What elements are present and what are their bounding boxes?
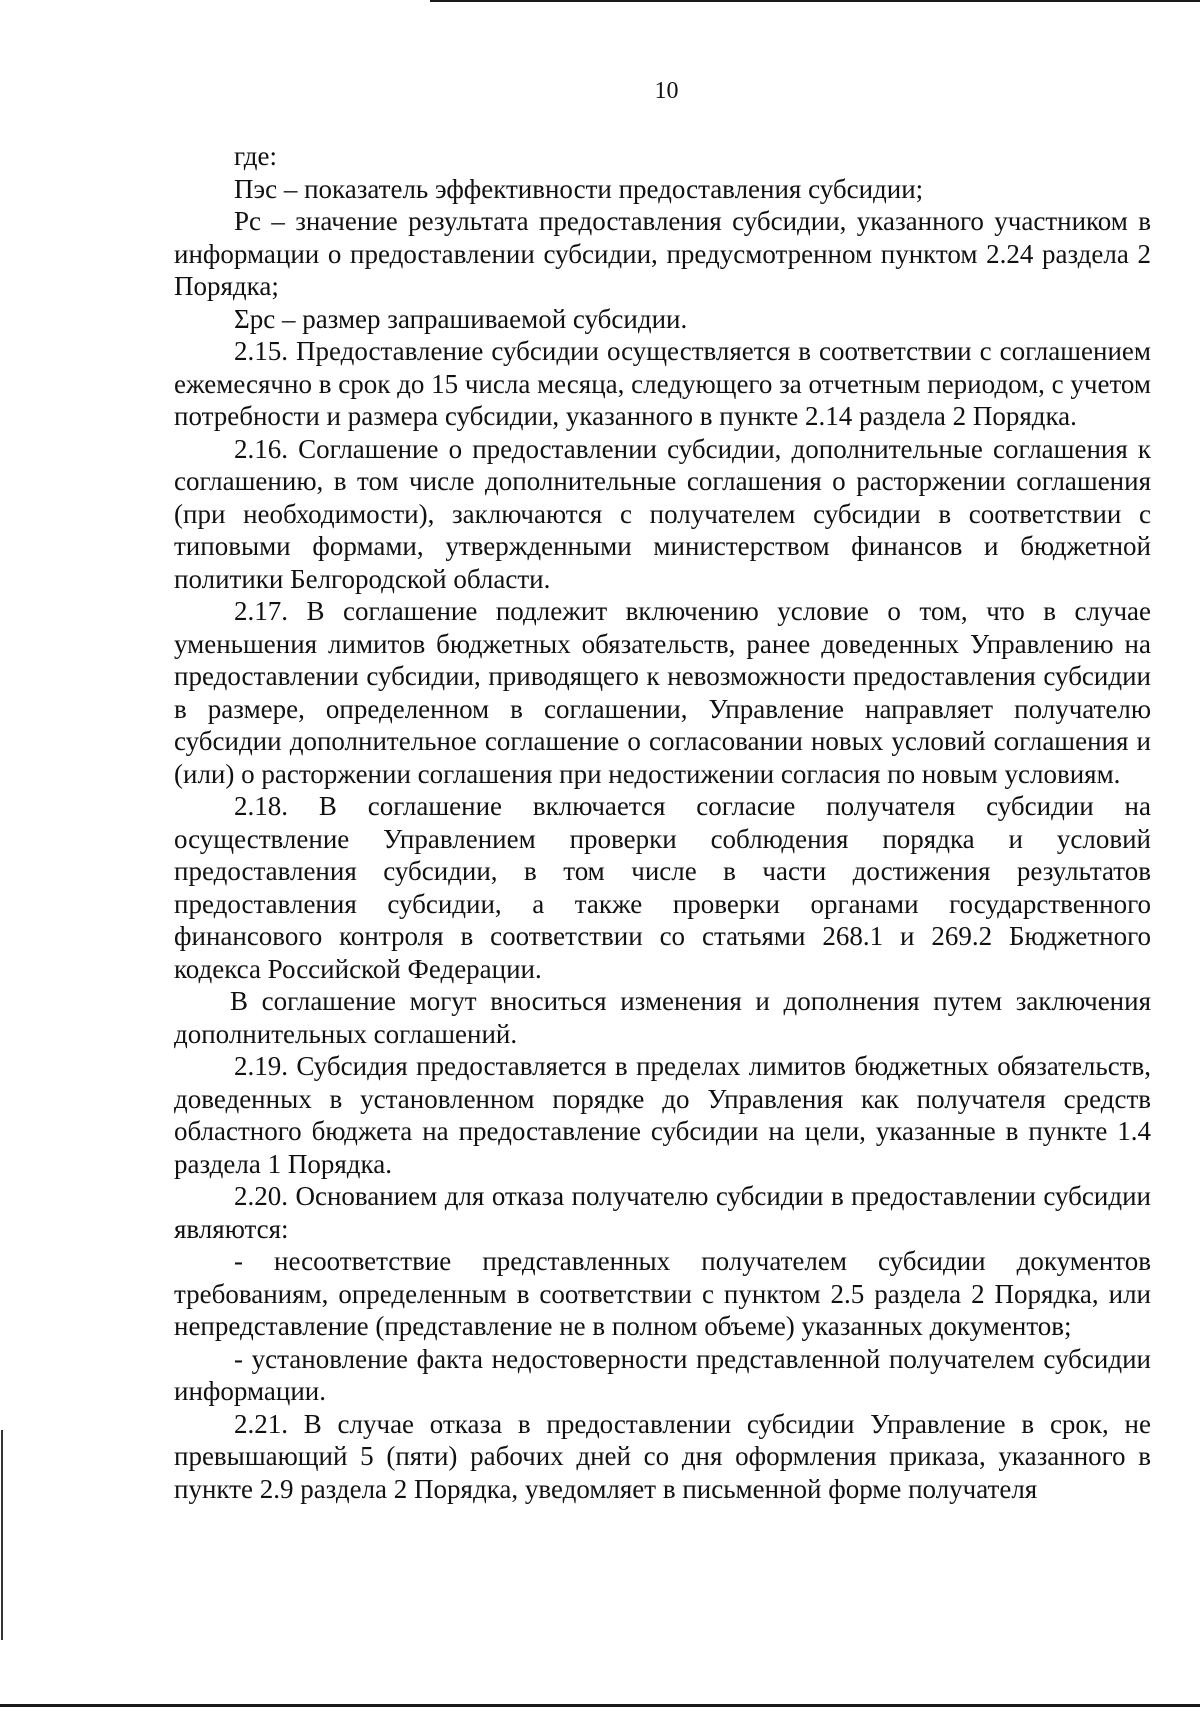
- document-body: [174, 140, 1151, 1505]
- paragraph-2-18-amendments: В соглашение могут вноситься изменения и дополнения путем заключения дополнительных соглашений.: [174, 986, 1151, 1049]
- paragraph-2-20: 2.20. Основанием для отказа получателю субсидии в предоставлении субсидии являются:: [174, 1181, 1151, 1244]
- paragraph-pes-definition: Пэс – показатель эффективности предоставления субсидии;: [234, 173, 924, 204]
- paragraph-2-20-item-2: - установление факта недостоверности представленной получателем субсидии информации.: [174, 1343, 1151, 1406]
- paragraph-2-18: 2.18. В соглашение включается согласие получателя субсидии на осуществление Управлением проверки соблюдения порядка и условий предоставления субсидии, в том числе в части достижения результатов предоставления субсидии, а также проверки органами государственного финансового контроля в соответствии со статьями 268.1 и 269.2 Бюджетного кодекса Российской Федерации.: [174, 791, 1151, 984]
- paragraph-2-20-item-1: - несоответствие представленных получателем субсидии документов требованиям, определенным в соответствии с пунктом 2.5 раздела 2 Порядка, или непредставление (представление не в полном объеме) указанных документов;: [174, 1246, 1151, 1341]
- paragraph-2-16: 2.16. Соглашение о предоставлении субсидии, дополнительные соглашения к соглашению, в том числе дополнительные соглашения о расторжении соглашения (при необходимости), заключаются с получателем субсидии в соответствии с типовыми формами, утвержденными министерством финансов и бюджетной политики Белгородской области.: [174, 433, 1151, 594]
- paragraph-2-21: 2.21. В случае отказа в предоставлении субсидии Управление в срок, не превышающий 5 (пяти) рабочих дней со дня оформления приказа, указанного в пункте 2.9 раздела 2 Порядка, уведомляет в письменной форме получателя: [174, 1408, 1151, 1504]
- paragraph-2-19: 2.19. Субсидия предоставляется в пределах лимитов бюджетных обязательств, доведенных в установленном порядке до Управления как получателя средств областного бюджета на предоставление субсидии на цели, указанные в пункте 1.4 раздела 1 Порядка.: [174, 1051, 1151, 1179]
- paragraph-where: где:: [234, 141, 277, 171]
- scan-left-edge: [1, 1430, 3, 1640]
- paragraph-2-15: 2.15. Предоставление субсидии осуществляется в соответствии с соглашением ежемесячно в срок до 15 числа месяца, следующего за отчетным периодом, с учетом потребности и размера субсидии, указанного в пункте 2.14 раздела 2 Порядка.: [174, 336, 1151, 431]
- scan-bottom-border: [0, 1704, 1200, 1707]
- scan-top-border: [430, 0, 1200, 2]
- paragraph-2-17: 2.17. В соглашение подлежит включению условие о том, что в случае уменьшения лимитов бюджетных обязательств, ранее доведенных Управлению на предоставлении субсидии, приводящего к невозможности предоставления субсидии в размере, определенном в соглашении, Управление направляет получателю субсидии дополнительное соглашение о согласовании новых условий соглашения и (или) о расторжении соглашения при недостижении согласия по новым условиям.: [174, 596, 1151, 789]
- page-number: 10: [654, 78, 679, 104]
- paragraph-rs-definition: Рс – значение результата предоставления субсидии, указанного участником в информации о предоставлении субсидии, предусмотренном пунктом 2.24 раздела 2 Порядка;: [174, 206, 1151, 301]
- paragraph-sum-rs-definition: Σрс – размер запрашиваемой субсидии.: [234, 303, 688, 334]
